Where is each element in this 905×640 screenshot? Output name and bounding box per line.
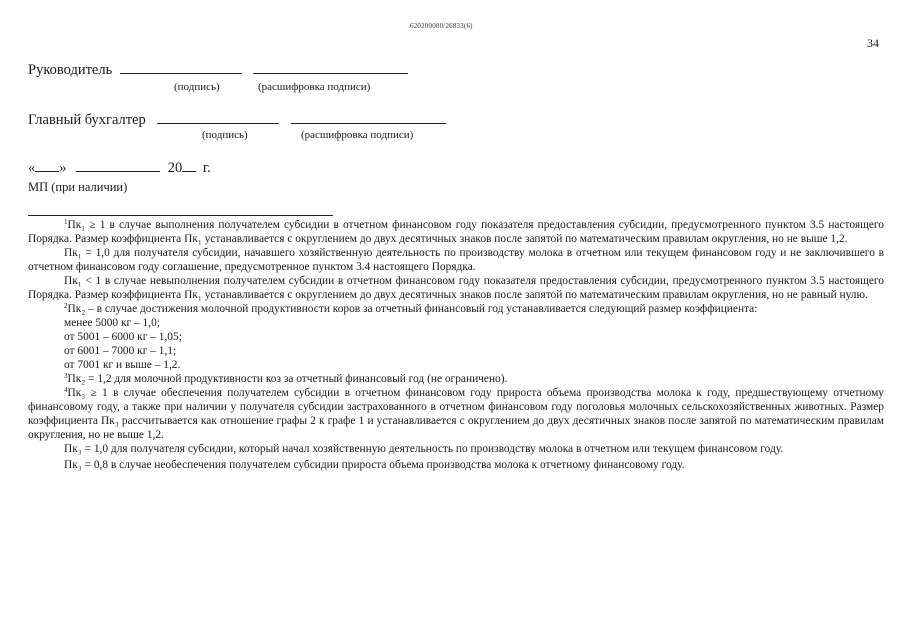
footnote-4-mark: 4 [64,386,68,394]
footnote-2-mark: 2 [64,302,68,310]
footnote-4-paragraph-2 [28,442,884,456]
head-signature-row [28,62,408,79]
document-id: 620200080/26833(6) [410,22,473,30]
head-transcript-caption: (расшифровка подписи) [258,81,371,93]
footnote-1-paragraph-3 [28,274,884,302]
footnote-2-item: менее 5000 кг – 1,0; [64,317,160,329]
month-line [76,170,160,172]
footnote-4-paragraph-1 [28,386,884,442]
date-close-quote: » [59,160,67,176]
footnote-4-text-3: Пк₃ = 0,8 в случае необеспечения получателем субсидии прироста объема производства молока к отчетному финансовому году. [64,459,685,471]
head-label: Руководитель [28,62,113,78]
footnote-2-item: от 5001 – 6000 кг – 1,05; [64,331,182,343]
date-row [28,160,211,177]
head-signature-line [120,72,242,74]
footnote-1-mark: 1 [64,218,68,226]
footnote-4-paragraph-3 [28,458,884,472]
footnotes [28,218,884,472]
date-open-quote: « [28,160,36,176]
footnote-1-paragraph-2 [28,246,884,274]
accountant-signature-row [28,112,446,129]
footnote-1-paragraph-1 [28,218,884,246]
footnote-3-text-1: Пк₂ = 1,2 для молочной продуктивности коз за отчетный финансовый год (не ограничено). [67,373,508,385]
year-prefix: 20 [167,160,183,176]
head-transcript-line [253,72,408,74]
accountant-signature-line [157,122,279,124]
page-number: 34 [867,36,879,50]
year-line [182,170,196,172]
footnote-2-paragraph-1 [28,302,884,316]
footnote-3-mark: 3 [64,372,68,380]
footnote-2-item: от 7001 кг и выше – 1,2. [64,359,181,371]
accountant-transcript-line [291,122,446,124]
year-suffix: г. [202,160,211,176]
footnote-1-text-3: Пк₁ < 1 в случае невыполнения получателем субсидии в отчетном финансовом году показателя предоставления субсидии, предусмотренного пунктом 3.5 настоящего Порядка. Размер коэффициента Пк₁ устанавливается с округлением до двух десятичных знаков после запятой по математическим правилам округления, но не равный нулю. [28,275,884,301]
footnote-4-text-2: Пк₃ = 1,0 для получателя субсидии, который начал хозяйственную деятельность по производству молока в отчетном или текущем финансовом году. [64,443,784,455]
footnote-4-text-1: Пк₃ ≥ 1 в случае обеспечения получателем субсидии в отчетном финансовом году прироста объема производства молока к году, предшествующему отчетному финансовому году, а также при наличии у получателя субсидии застрахованного в отчетном финансовом году поголовья молочных сельскохозяйственных животных. Размер коэффициента Пк₃ рассчитывается как отношение графы 2 к графе 1 и устанавливается с округлением до двух десятичных знаков после запятой по математическим правилам округления, но не выше 1,2. [28,387,884,441]
footnote-1-text-2: Пк₁ = 1,0 для получателя субсидии, начавшего хозяйственную деятельность по производству молока в отчетном или текущем финансовом году и не заключившего в отчетном финансовом году соглашение, предусмотренное пунктом 3.4 настоящего Порядка. [28,247,884,273]
accountant-label: Главный бухгалтер [28,112,146,128]
footnote-3-paragraph-1 [28,372,884,386]
accountant-signature-caption: (подпись) [202,129,248,141]
head-signature-caption: (подпись) [174,81,220,93]
stamp-label: МП (при наличии) [28,180,128,194]
footnote-2-text-1: Пк₂ – в случае достижения молочной продуктивности коров за отчетный финансовый год устанавливается следующий размер коэффициента: [67,303,758,315]
accountant-transcript-caption: (расшифровка подписи) [301,129,414,141]
day-line [35,170,59,172]
footnote-1-text-1: Пк₁ ≥ 1 в случае выполнения получателем субсидии в отчетном финансовом году показателя предоставления субсидии, предусмотренного пунктом 3.5 настоящего Порядка. Размер коэффициента Пк₁ устанавливается с округлением до двух десятичных знаков после запятой по математическим правилам округления, но не выше 1,2. [28,219,884,245]
footnote-2-item: от 6001 – 7000 кг – 1,1; [64,345,177,357]
footnote-separator [28,215,333,216]
